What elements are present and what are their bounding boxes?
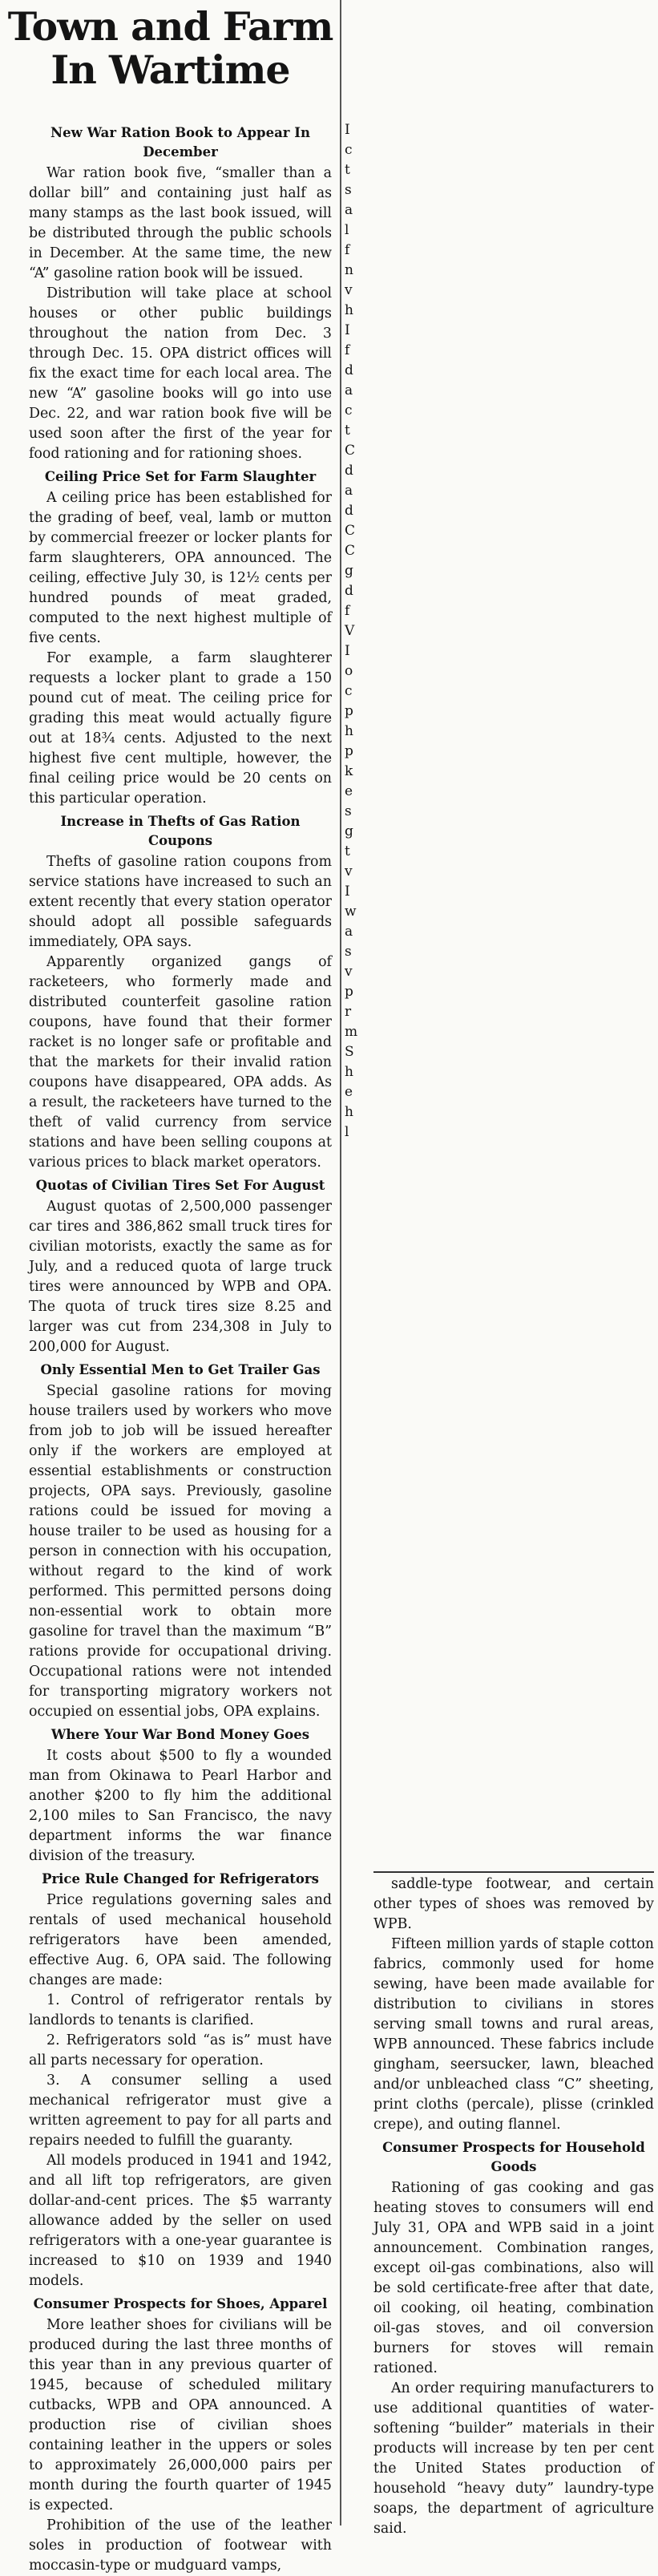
column-divider	[340, 0, 341, 2525]
fragment-letter: t	[345, 423, 350, 439]
main-column	[29, 120, 332, 2574]
fragment-letter: s	[345, 944, 352, 960]
fragment-letter: h	[345, 1104, 353, 1120]
list-item: 3. A consumer selling a used mechanical refrigerator must give a written agreement to pay for all parts and repairs needed to fulfill the guaranty.	[29, 2073, 332, 2149]
fragment-letter: o	[345, 663, 353, 679]
list-item: 1. Control of refrigerator rentals by landlords to tenants is clarified.	[29, 1992, 332, 2028]
fragment-letter: a	[345, 202, 353, 218]
article-headline: Price Rule Changed for Refrigerators	[42, 1871, 319, 1887]
article-paragraph: Distribution will take place at school houses or other public buildings throughout the nation from Dec. 3 through Dec. 15. OPA district offices will fix the exact time for each local area. The new “A” gasoline books will go into use Dec. 22, and war ration book five will be used soon after the first of the year for food rationing and for rationing shoes.	[29, 285, 332, 462]
fragment-letter: d	[345, 503, 353, 519]
article	[29, 467, 332, 809]
second-column	[373, 1874, 654, 2537]
list-item: 2. Refrigerators sold “as is” must have all parts necessary for operation.	[29, 2032, 332, 2068]
fragment-letter: h	[345, 723, 353, 739]
fragment-letter: v	[345, 282, 353, 298]
fragment-letter: h	[345, 302, 353, 318]
fragment-letter: p	[345, 984, 353, 1000]
article	[29, 123, 332, 464]
change-list	[29, 1991, 332, 2151]
fragment-letter: d	[345, 463, 353, 479]
article-paragraph: For example, a farm slaughterer requests a locker plant to grade a 150 pound cut of meat. The ceiling price for grading this meat would actually figure out at 18¾ cents. Adjusted to the next highest five cent multiple, however, the final ceiling price would be 20 cents on this particular operation.	[29, 650, 332, 807]
fragment-letter: a	[345, 483, 353, 499]
fragment-letter: a	[345, 924, 353, 940]
fragment-letter: w	[345, 904, 357, 920]
page-title: Town and Farm In Wartime	[7, 3, 333, 93]
fragment-letter: c	[345, 683, 353, 699]
fragment-letter: c	[345, 402, 353, 419]
fragment-letter: C	[345, 543, 356, 559]
article-headline: Ceiling Price Set for Farm Slaughter	[44, 469, 317, 484]
section-divider	[373, 1871, 654, 1873]
article-headline: New War Ration Book to Appear In December	[50, 125, 310, 160]
fragment-letter: e	[345, 1084, 353, 1100]
fragment-letter: V	[345, 623, 355, 639]
fragment-letter: d	[345, 362, 353, 378]
article-headline: Consumer Prospects for Shoes, Apparel	[33, 2296, 328, 2311]
fragment-letter: g	[345, 563, 353, 579]
fragment-letter: f	[345, 242, 350, 258]
article-paragraph: An order requiring manufacturers to use additional quantities of water-softening “builder” materials in their products will increase by ten per cent the United States production of household “heavy duty” laundry-type soaps, the department of agriculture said.	[373, 2380, 654, 2537]
article-headline: Quotas of Civilian Tires Set For August	[35, 1178, 325, 1193]
fragment-letter: l	[345, 222, 349, 238]
fragment-letter: v	[345, 964, 353, 980]
fragment-letter: d	[345, 583, 353, 599]
article-paragraph: Rationing of gas cooking and gas heating stoves to consumers will end July 31, OPA and WPB said in a joint announcement. Combination ranges, except oil-gas combinations, also will be sold certificate-free after that date, oil cooking, oil heating, combination oil-gas stoves, and oil conversion burners for stoves will remain rationed.	[373, 2180, 654, 2376]
article	[29, 1361, 332, 1722]
fragment-letter: I	[345, 322, 350, 338]
article-headline: Only Essential Men to Get Trailer Gas	[40, 1362, 321, 1377]
fragment-letter: C	[345, 523, 356, 539]
fragment-letter: m	[345, 1024, 358, 1040]
article-paragraph: Price regulations governing sales and rentals of used mechanical household refrigerators have been amended, effective Aug. 6, OPA said. The following changes are made:	[29, 1892, 332, 1988]
fragment-letter: p	[345, 703, 353, 719]
fragment-letter: v	[345, 863, 353, 880]
fragment-letter: r	[345, 1004, 352, 1020]
article-paragraph: Prohibition of the use of the leather soles in production of footwear with moccasin-type or mudguard vamps,	[29, 2517, 332, 2574]
fragment-letter: g	[345, 823, 353, 839]
fragment-letter: l	[345, 1124, 349, 1140]
article	[29, 1725, 332, 1866]
article-paragraph: It costs about $500 to fly a wounded man from Okinawa to Pearl Harbor and another $200 to fly him the additional 2,100 miles to San Francisco, the navy department informs the war finance division of the treasury.	[29, 1748, 332, 1864]
article-paragraph: A ceiling price has been established for the grading of beef, veal, lamb or mutton by commercial freezer or locker plants for farm slaughterers, OPA announced. The ceiling, effective July 30, is 12½ cents per hundred pounds of meat graded, computed to the next highest multiple of five cents.	[29, 490, 332, 646]
continuation-paragraph: Fifteen million yards of staple cotton fabrics, commonly used for home sewing, have been made available for distribution to civilians in stores serving small towns and rural areas, WPB announced. These fabrics include gingham, seersucker, lawn, bleached and/or unbleached class “C” sheeting, print cloths (percale), plisse (crinkled crepe), and outing flannel.	[373, 1936, 654, 2133]
article-headline: Consumer Prospects for Household Goods	[382, 2140, 645, 2174]
fragment-letter: s	[345, 803, 352, 819]
fragment-letter: I	[345, 643, 350, 659]
fragment-letter: n	[345, 262, 353, 278]
fragment-letter: I	[345, 884, 350, 900]
article	[29, 1870, 332, 2291]
fragment-letter: c	[345, 142, 353, 158]
article	[29, 1176, 332, 1357]
fragment-letter: a	[345, 382, 353, 398]
article-paragraph: More leather shoes for civilians will be produced during the last three months of this year than in any previous quarter of 1945, because of scheduled military cutbacks, WPB and OPA announced. A production rise of civilian shoes containing leather in the uppers or soles to approximately 26,000,000 pairs per month during the fourth quarter of 1945 is expected.	[29, 2317, 332, 2513]
fragment-letter: t	[345, 162, 350, 178]
fragment-letter: t	[345, 843, 350, 859]
article-paragraph: August quotas of 2,500,000 passenger car tires and 386,862 small truck tires for civilian motorists, exactly the same as for July, and a reduced quota of large truck tires were announced by WPB and OPA. The quota of truck tires size 8.25 and larger was cut from 234,308 in July to 200,000 for August.	[29, 1199, 332, 1355]
article-paragraph: War ration book five, “smaller than a dollar bill” and containing just half as many stamps as the last book issued, will be distributed through the public schools in December. At the same time, the new “A” gasoline ration book will be issued.	[29, 165, 332, 281]
adjacent-column-fragments	[345, 120, 372, 1868]
article	[29, 2295, 332, 2576]
fragment-letter: f	[345, 342, 350, 358]
fragment-letter: I	[345, 122, 350, 138]
article-paragraph: All models produced in 1941 and 1942, and all lift top refrigerators, are given dollar-and-cent prices. The $5 warranty allowance added by the seller on used refrigerators with a one-year guarantee is increased to $10 on 1939 and 1940 models.	[29, 2153, 332, 2289]
fragment-letter: f	[345, 603, 350, 619]
fragment-letter: k	[345, 763, 353, 779]
fragment-letter: h	[345, 1064, 353, 1080]
fragment-letter: S	[345, 1044, 354, 1060]
fragment-letter: p	[345, 743, 353, 759]
fragment-letter: s	[345, 182, 352, 198]
article-headline: Where Your War Bond Money Goes	[50, 1727, 310, 1742]
article-paragraph: Special gasoline rations for moving house trailers used by workers who move from job to job will be issued hereafter only if the workers are employed at essential establishments or construction projects, OPA says. Previously, gasoline rations could be issued for moving a house trailer to be used as housing for a person in connection with his occupation, without regard to the kind of work performed. This permitted persons doing non-essential work to obtain more gasoline for travel than the maximum “B” rations provide for occupational driving. Occupational rations were not intended for transporting migratory workers not occupied on essential jobs, OPA explains.	[29, 1383, 332, 1720]
article-paragraph: Apparently organized gangs of racketeers, who formerly made and distributed counterfeit gasoline ration coupons, have found that their former racket is no longer safe or profitable and that the markets for their invalid ration coupons have disappeared, OPA adds. As a result, the racketeers have turned to the theft of valid currency from service stations and have been selling coupons at various prices to black market operators.	[29, 954, 332, 1171]
article-paragraph: Thefts of gasoline ration coupons from service stations have increased to such an extent recently that every station operator should adopt all possible safeguards immediately, OPA says.	[29, 854, 332, 950]
continuation-paragraph: saddle-type footwear, and certain other types of shoes was removed by WPB.	[373, 1876, 654, 1932]
article-headline: Increase in Thefts of Gas Ration Coupons	[60, 814, 301, 848]
fragment-letter: C	[345, 443, 356, 459]
fragment-letter: e	[345, 783, 353, 799]
article	[29, 812, 332, 1173]
